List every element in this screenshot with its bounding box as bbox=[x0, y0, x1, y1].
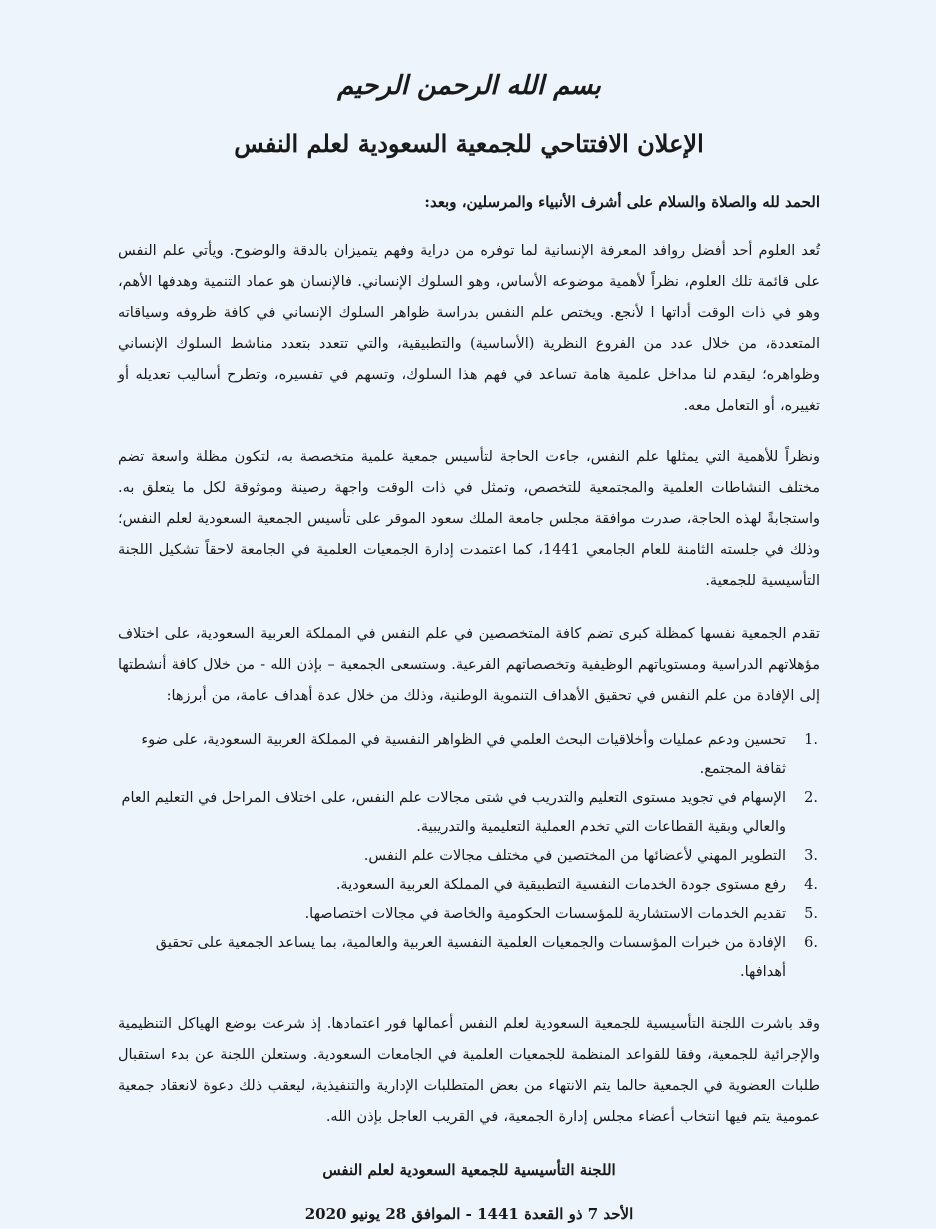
list-item-number: 4. bbox=[804, 877, 818, 893]
page-title: الإعلان الافتتاحي للجمعية السعودية لعلم النفس bbox=[234, 129, 704, 158]
date-line: الأحد 7 ذو القعدة 1441 - الموافق 28 يونيو 2020 bbox=[304, 1205, 634, 1223]
list-item bbox=[118, 784, 820, 842]
list-item-number: 2. bbox=[804, 790, 818, 806]
paragraph-mission: تقدم الجمعية نفسها كمظلة كبرى تضم كافة المتخصصين في علم النفس في المملكة العربية السعودية، على اختلاف مؤهلاتهم الدراسية ومستوياتهم الوظيفية وتخصصاتهم الفرعية. وستسعى الجمعية – بإذن الله - من خلال كافة أنشطتها إلى الإفادة من علم النفس في تحقيق الأهداف التنموية الوطنية، وذلك من خلال عدة أهداف عامة، من أبرزها: bbox=[118, 626, 820, 704]
goals-list bbox=[118, 726, 820, 987]
greeting: الحمد لله والصلاة والسلام على أشرف الأنبياء والمرسلين، وبعد: bbox=[424, 193, 820, 211]
list-item bbox=[118, 726, 820, 784]
basmala: بسم الله الرحمن الرحيم bbox=[337, 71, 601, 101]
list-item bbox=[118, 929, 820, 987]
paragraph-need: ونظراً للأهمية التي يمثلها علم النفس، جاءت الحاجة لتأسيس جمعية علمية متخصصة به، لتكون مظلة واسعة تضم مختلف النشاطات العلمية والمجتمعية للتخصص، وتمثل في ذات الوقت واجهة رصينة وموثوقة لكل ما يتعلق به. واستجابةً لهذه الحاجة، صدرت موافقة مجلس جامعة الملك سعود الموقر على تأسيس الجمعية السعودية لعلم النفس؛ وذلك في جلسته الثامنة للعام الجامعي 1441، كما اعتمدت إدارة الجمعيات العلمية في الجامعة لاحقاً تشكيل اللجنة التأسيسية للجمعية. bbox=[118, 449, 820, 589]
list-item-text: تحسين ودعم عمليات وأخلاقيات البحث العلمي في الظواهر النفسية في المملكة العربية السعودية، على ضوء ثقافة المجتمع. bbox=[141, 732, 786, 777]
list-item-text: رفع مستوى جودة الخدمات النفسية التطبيقية في المملكة العربية السعودية. bbox=[335, 877, 786, 893]
list-item-number: 3. bbox=[804, 848, 818, 864]
list-item-text: الإسهام في تجويد مستوى التعليم والتدريب في شتى مجالات علم النفس، على اختلاف المراحل في التعليم العام والعالي وبقية القطاعات التي تخدم العملية التعليمية والتدريبية. bbox=[121, 790, 786, 835]
paragraph-closing: وقد باشرت اللجنة التأسيسية للجمعية السعودية لعلم النفس أعمالها فور اعتمادها. إذ شرعت بوضع الهياكل التنظيمية والإجرائية للجمعية، وفقا للقواعد المنظمة للجمعيات العلمية في الجامعات السعودية. وستعلن اللجنة عن بدء استقبال طلبات العضوية في الجمعية حالما يتم الانتهاء من بعض المتطلبات الإدارية والتنفيذية، ليعقب ذلك دعوة لانعقاد جمعية عمومية يتم فيها انتخاب أعضاء مجلس إدارة الجمعية، في القريب العاجل بإذن الله. bbox=[118, 1016, 820, 1125]
list-item-text: الإفادة من خبرات المؤسسات والجمعيات العلمية النفسية العربية والعالمية، بما يساعد الجمعية على تحقيق أهدافها. bbox=[155, 935, 786, 980]
list-item bbox=[118, 871, 820, 900]
list-item-number: 5. bbox=[804, 906, 818, 922]
list-item-text: تقديم الخدمات الاستشارية للمؤسسات الحكومية والخاصة في مجالات اختصاصها. bbox=[304, 906, 786, 922]
paragraph-intro: تُعد العلوم أحد أفضل روافد المعرفة الإنسانية لما توفره من دراية وفهم يتميزان بالدقة والوضوح. ويأتي علم النفس على قائمة تلك العلوم، نظراً لأهمية موضوعه الأساس، وهو السلوك الإنساني. فالإنسان هو عماد التنمية وهدفها الأهم، وهو في ذات الوقت أداتها ا لأنجع. ويختص علم النفس بدراسة ظواهر السلوك الإنساني في كافة ظروفه وسياقاته المتعددة، من خلال عدد من الفروع النظرية (الأساسية) والتطبيقية، والتي تتعدد بتعدد مناشط السلوك الإنساني وظواهره؛ ليقدم لنا مداخل علمية هامة تساعد في فهم هذا السلوك، وتسهم في تفسيره، وتطرح أساليب تعديله أو تغييره، أو التعامل معه. bbox=[118, 243, 821, 414]
list-item bbox=[118, 900, 820, 929]
signature: اللجنة التأسيسية للجمعية السعودية لعلم النفس bbox=[322, 1161, 616, 1179]
list-item-text: التطوير المهني لأعضائها من المختصين في مختلف مجالات علم النفس. bbox=[363, 848, 786, 864]
list-item-number: 1. bbox=[804, 732, 818, 748]
list-item-number: 6. bbox=[804, 935, 818, 951]
list-item bbox=[118, 842, 820, 871]
